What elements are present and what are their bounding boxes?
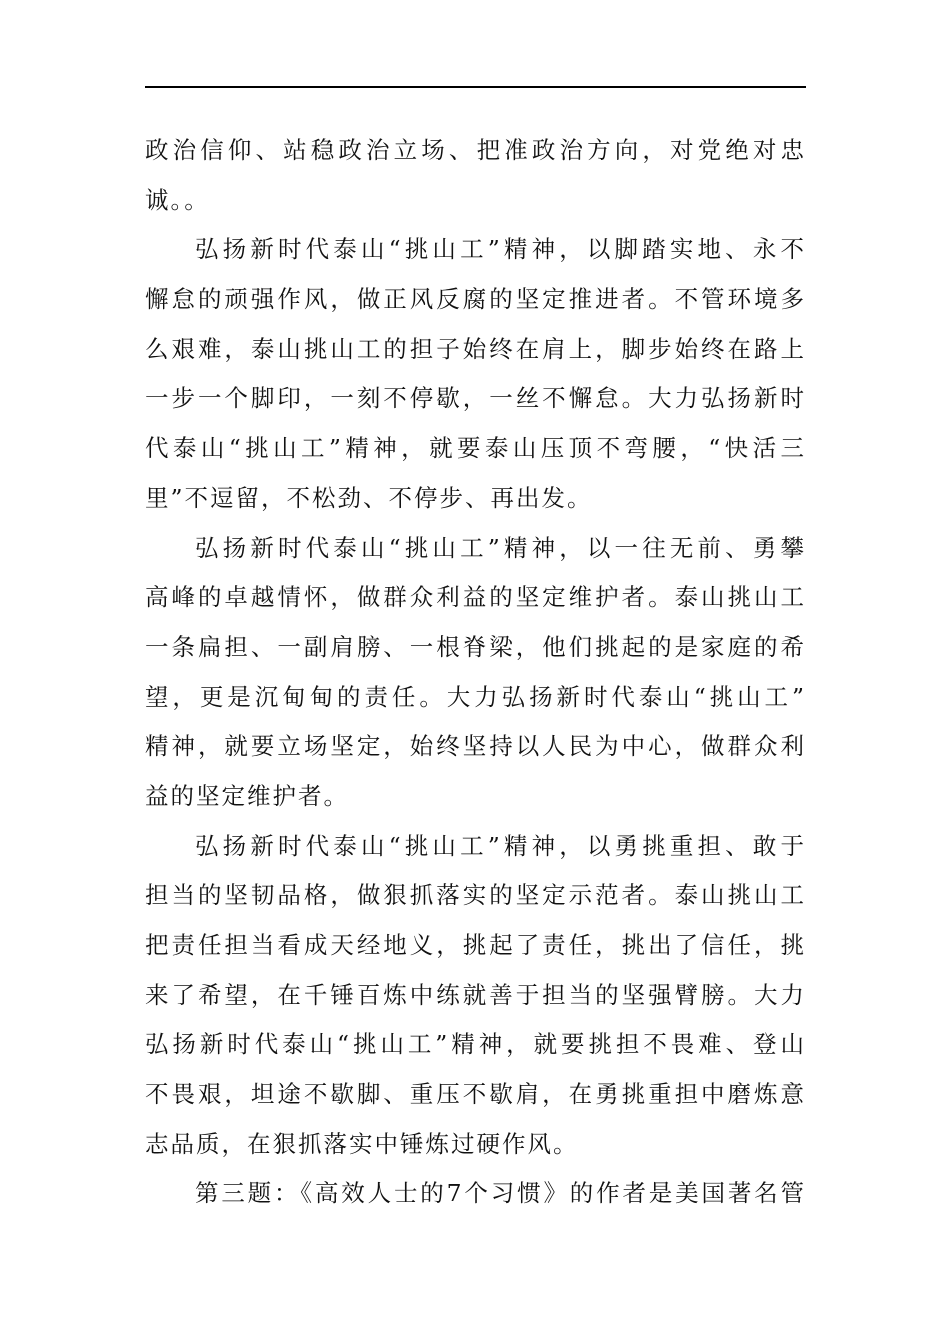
text-line: 政治信仰、站稳政治立场、把准政治方向，对党绝对忠 <box>145 136 806 164</box>
text-line: 望，更是沉甸甸的责任。大力弘扬新时代泰山“挑山工” <box>145 682 806 711</box>
text-line: 一步一个脚印，一刻不停歇，一丝不懈怠。大力弘扬新时 <box>145 384 806 413</box>
text-line: 弘扬新时代泰山“挑山工”精神，以一往无前、勇攀 <box>195 533 806 562</box>
text-line: 里”不逗留，不松劲、不停步、再出发。 <box>145 483 593 512</box>
text-line: 弘扬新时代泰山“挑山工”精神，以勇挑重担、敢于 <box>195 831 806 860</box>
text-line: 高峰的卓越情怀，做群众利益的坚定维护者。泰山挑山工 <box>145 583 806 612</box>
text-line: 志品质，在狠抓落实中锤炼过硬作风。 <box>145 1129 579 1158</box>
text-line: 代泰山“挑山工”精神，就要泰山压顶不弯腰，“快活三 <box>145 434 806 463</box>
header-rule <box>145 86 806 88</box>
text-line: 精神，就要立场坚定，始终坚持以人民为中心，做群众利 <box>145 732 806 761</box>
text-line: 么艰难，泰山挑山工的担子始终在肩上，脚步始终在路上 <box>145 334 806 363</box>
text-line: 弘扬新时代泰山“挑山工”精神，以脚踏实地、永不 <box>195 235 806 264</box>
text-line: 把责任担当看成天经地义，挑起了责任，挑出了信任，挑 <box>145 931 806 959</box>
text-line: 诚。。 <box>145 185 210 214</box>
text-line: 担当的坚韧品格，做狠抓落实的坚定示范者。泰山挑山工 <box>145 881 806 910</box>
text-line: 一条扁担、一副肩膀、一根脊梁，他们挑起的是家庭的希 <box>145 632 806 661</box>
text-line: 懈怠的顽强作风，做正风反腐的坚定推进者。不管环境多 <box>145 285 806 314</box>
text-line: 弘扬新时代泰山“挑山工”精神，就要挑担不畏难、登山 <box>145 1030 806 1059</box>
body-text <box>145 126 806 1219</box>
text-line: 来了希望，在千锤百炼中练就善于担当的坚强臂膀。大力 <box>145 980 806 1009</box>
text-line: 不畏艰，坦途不歇脚、重压不歇肩，在勇挑重担中磨炼意 <box>145 1080 806 1109</box>
text-line: 第三题：《高效人士的7个习惯》的作者是美国著名管 <box>195 1179 806 1208</box>
text-line: 益的坚定维护者。 <box>145 781 349 810</box>
